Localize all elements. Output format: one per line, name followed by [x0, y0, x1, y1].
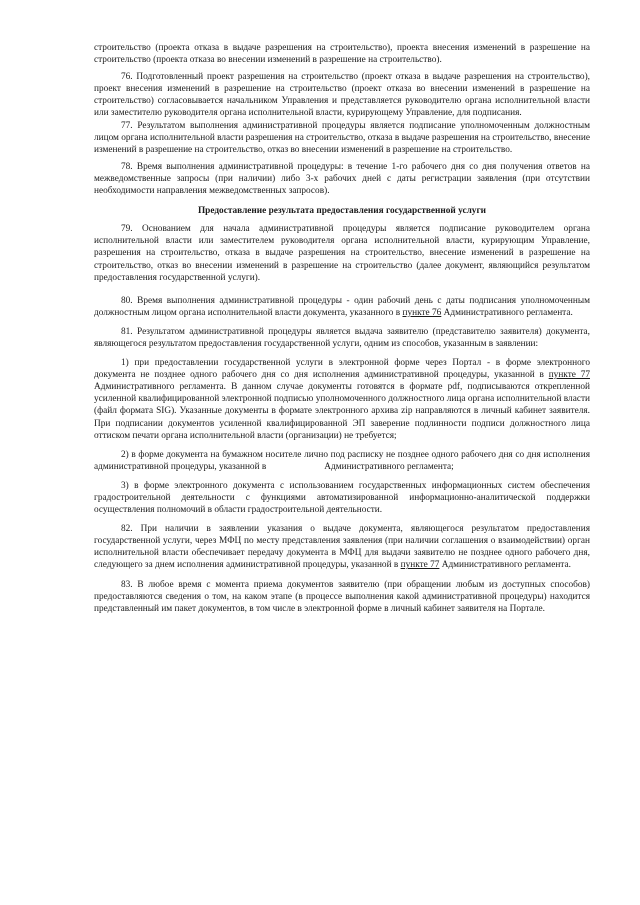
paragraph-82-text-b: Административного регламента. [439, 560, 571, 571]
paragraph-81-item-2 [94, 449, 590, 473]
paragraph-78: 78. Время выполнения административной процедуры: в течение 1-го рабочего дня со дня получения ответов на межведомственные запросы (при наличии) либо 3-х рабочих дней с даты регистрации заявления (при отсутствии необходимости направления межведомственных запросов). [94, 161, 590, 197]
item-2-text-b: Административного регламента; [324, 461, 454, 472]
section-heading: Предоставление результата предоставления государственной услуги [197, 206, 487, 217]
paragraph-81-item-1 [94, 357, 590, 442]
paragraph-79: 79. Основанием для начала административной процедуры является подписание руководителем органа исполнительной власти или заместителем руководителя органа исполнительной власти, курирующим Управление, разрешения на строительство, отказа в выдаче разрешения на строительство, внесение изменений в разрешение на строительство, отказ во внесении изменений в разрешение на строительство (далее документ, являющийся результатом предоставления государственной услуги). [94, 224, 590, 283]
link-punkt-77[interactable]: пункте 77 [548, 370, 590, 381]
paragraph-81: 81. Результатом административной процедуры является выдача заявителю (представителю заявителя) документа, являющегося результатом предоставления государственной услуги, одним из способов, указанным в заявлении: [94, 326, 590, 349]
paragraph-76: 76. Подготовленный проект разрешения на строительство (проект отказа в выдаче разрешения на строительство), проект внесения изменений в разрешение на строительство (проект отказа во внесении изменений в разрешение на строительство) согласовывается начальником Управления и представляется руководителю органа исполнительной власти или заместителю руководителя органа исполнительной власти, курирующему Управление, для подписания. [94, 72, 590, 119]
paragraph-continuation: строительство (проекта отказа в выдаче разрешения на строительство), проекта внесения изменений в разрешение на строительство (проекта отказа во внесении изменений в разрешение на строительство). [94, 43, 590, 66]
paragraph-82 [94, 523, 590, 571]
item-2-text-a: 2) в форме документа на бумажном носителе лично под расписку не позднее одного рабочего дня со дня исполнения административной процедуры, указанной в [94, 449, 590, 472]
link-punkt-76[interactable]: пункте 76 [402, 307, 442, 318]
paragraph-80-text-a: 80. Время выполнения административной процедуры - один рабочий день с даты подписания уполномоченным должностным лицом органа исполнительной власти документа, указанного в [94, 295, 590, 318]
item-1-text-b: Административного регламента. В данном случае документы готовятся в формате pdf, подписываются открепленной усиленной квалифицированной электронной подписью уполномоченного должностного лица органа исполнительной власти (файл формата SIG). Указанные документы в формате электронного архива zip направляются в личный кабинет заявителя. При подписании документов усиленной квалифицированной ЭП заверение подлинности подписи должностного лица оттиском печати органа исполнительной власти (организации) не требуется; [94, 382, 590, 441]
item-1-text-a: 1) при предоставлении государственной услуги в электронной форме через Портал - в форме электронного документа не позднее одного рабочего дня со дня исполнения административной процедуры, указанной в [94, 358, 590, 381]
paragraph-82-text-a: 82. При наличии в заявлении указания о выдаче документа, являющегося результатом предоставления государственной услуги, через МФЦ по месту представления заявления (при наличии соглашения о взаимодействии) орган исполнительной власти обеспечивает передачу документа в МФЦ для выдачи заявителю не позднее одного рабочего дня, следующего за днем исполнения административной процедуры, указанной в [94, 524, 590, 571]
paragraph-81-item-3: 3) в форме электронного документа с использованием государственных информационных систем обеспечения градостроительной деятельности с функциями автоматизированной информационно-аналитической поддержки осуществления полномочий в области градостроительной деятельности. [94, 480, 590, 516]
paragraph-80-text-b: Административного регламента. [441, 307, 573, 318]
link-punkt-77-b[interactable]: пункте 77 [400, 560, 440, 571]
paragraph-80 [94, 295, 590, 319]
paragraph-77: 77. Результатом выполнения административной процедуры является подписание уполномоченным должностным лицом органа исполнительной власти разрешения на строительство, отказа в выдаче разрешения на строительство, внесение изменений в разрешение на строительство, отказ во внесении изменений в разрешение на строительство. [94, 120, 590, 155]
paragraph-83: 83. В любое время с момента приема документов заявителю (при обращении любым из доступных способов) предоставляются сведения о том, на каком этапе (в процессе выполнения какой административной процедуры) находится представленный им пакет документов, в том числе в электронной форме в личный кабинет заявителя на Портале. [94, 579, 590, 614]
